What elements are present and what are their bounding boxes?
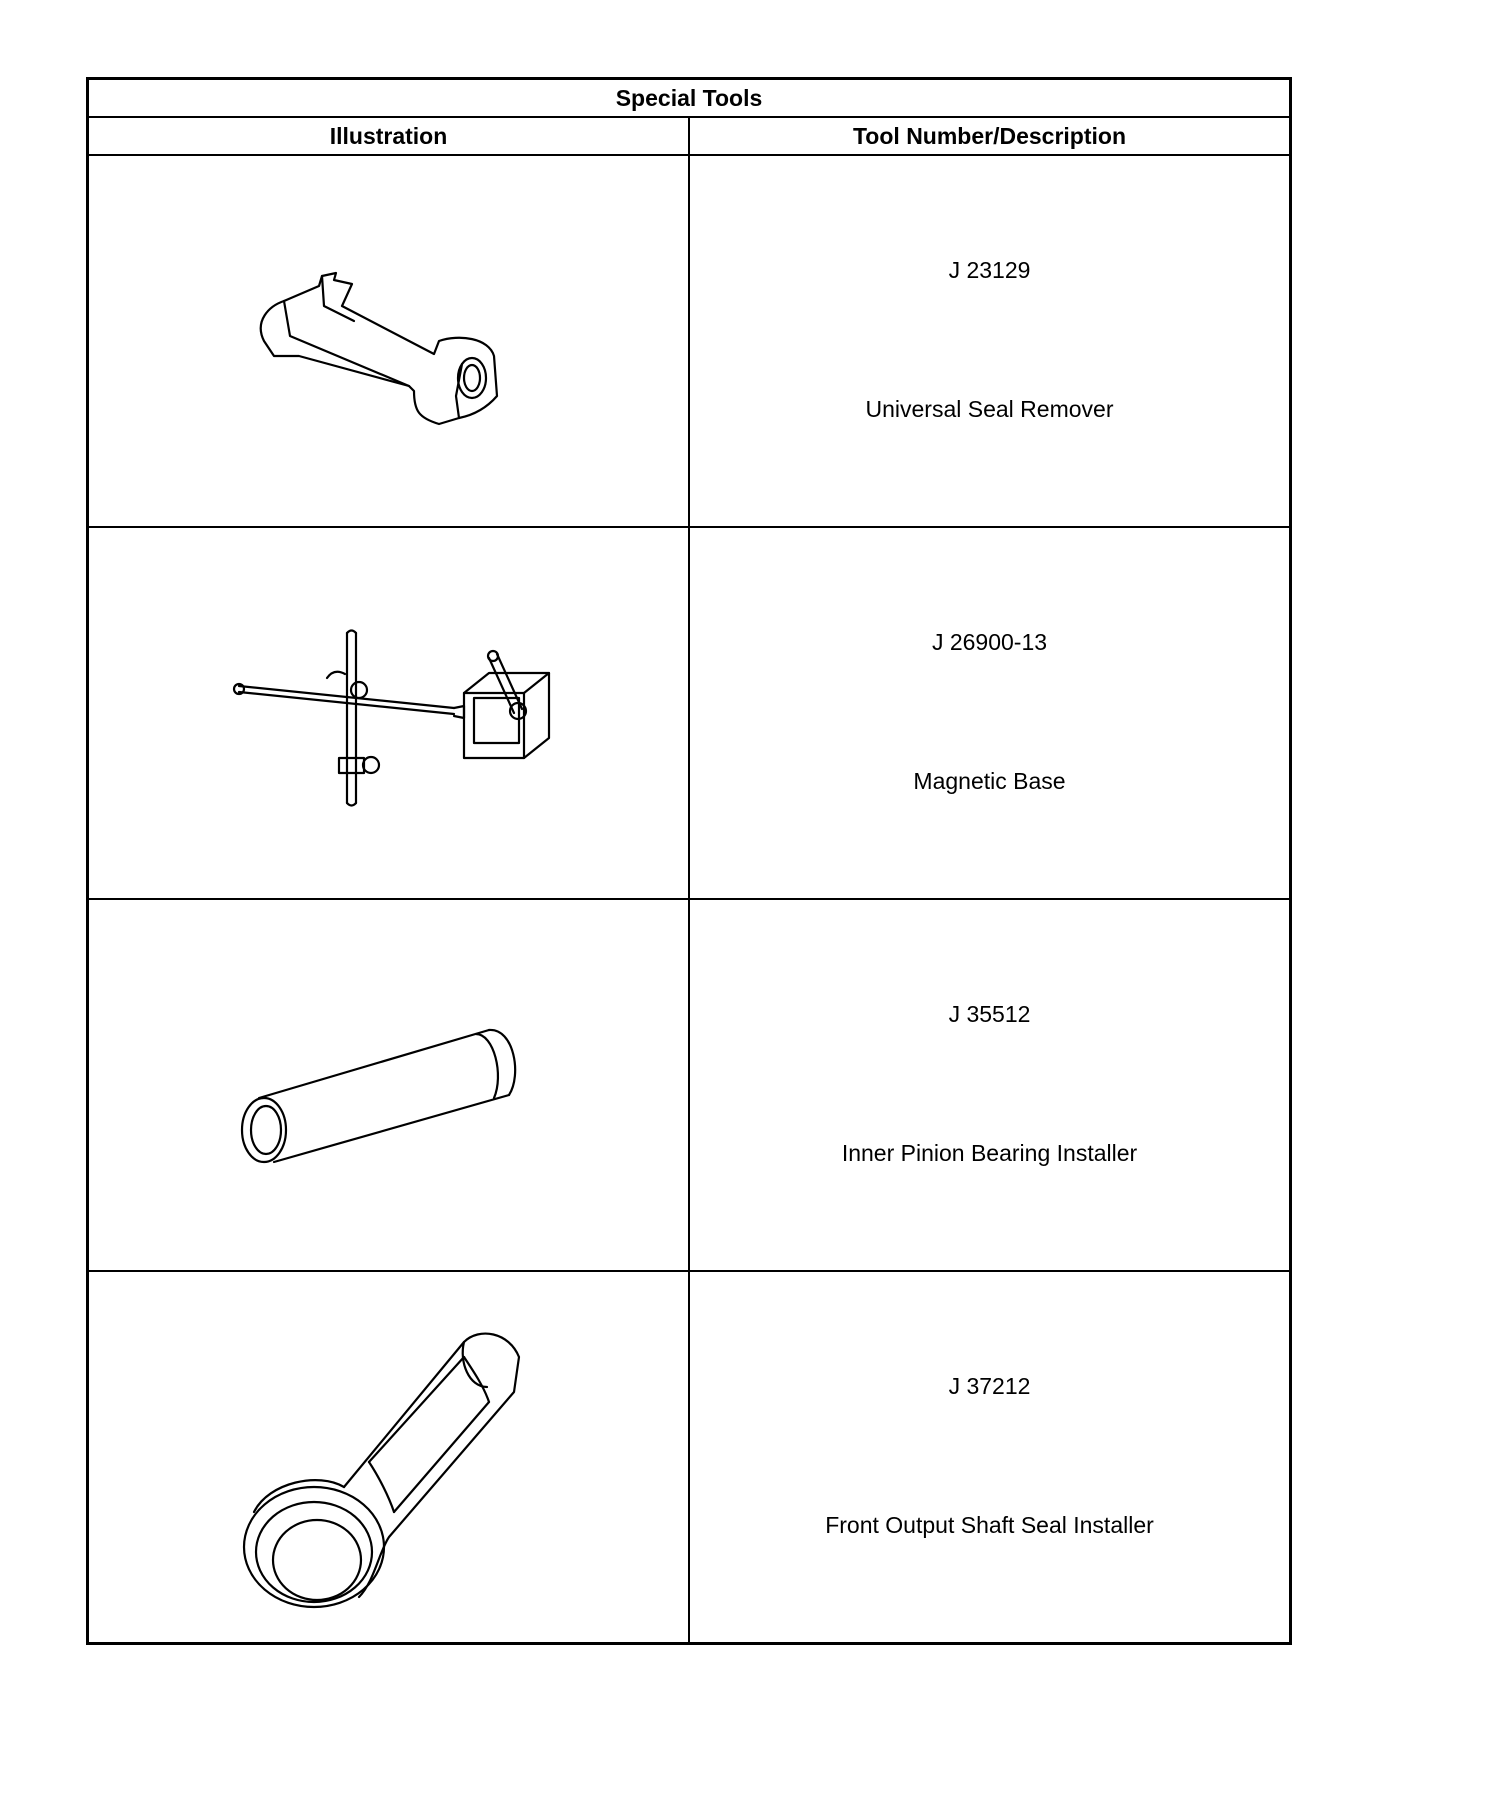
- table-row: [88, 899, 1291, 1271]
- table-row: [88, 1271, 1291, 1644]
- shaft-seal-installer-icon: [229, 1302, 549, 1612]
- tool-name: Magnetic Base: [913, 768, 1066, 794]
- description-cell: [689, 1271, 1291, 1644]
- tool-number: J 35512: [948, 1001, 1031, 1027]
- description-cell: [689, 527, 1291, 899]
- description-cell: [689, 899, 1291, 1271]
- table-row: [88, 155, 1291, 527]
- illustration-cell: [88, 899, 690, 1271]
- table-title: Special Tools: [88, 79, 1291, 118]
- tool-name: Front Output Shaft Seal Installer: [825, 1512, 1154, 1538]
- table-header-row: [88, 117, 1291, 155]
- special-tools-table: [86, 77, 1292, 1645]
- illustration-cell: [88, 527, 690, 899]
- bearing-installer-icon: [224, 990, 554, 1180]
- table-title-row: [88, 79, 1291, 118]
- tool-number: J 37212: [948, 1373, 1031, 1399]
- illustration-cell: [88, 155, 690, 527]
- tool-name: Universal Seal Remover: [865, 396, 1114, 422]
- seal-remover-icon: [224, 246, 554, 436]
- tool-name: Inner Pinion Bearing Installer: [841, 1140, 1138, 1166]
- illustration-header: Illustration: [88, 117, 690, 155]
- illustration-cell: [88, 1271, 690, 1644]
- description-cell: [689, 155, 1291, 527]
- tool-number: J 23129: [948, 257, 1031, 283]
- description-header: Tool Number/Description: [689, 117, 1291, 155]
- table-row: [88, 527, 1291, 899]
- magnetic-base-icon: [219, 618, 559, 808]
- tool-number: J 26900-13: [931, 629, 1048, 655]
